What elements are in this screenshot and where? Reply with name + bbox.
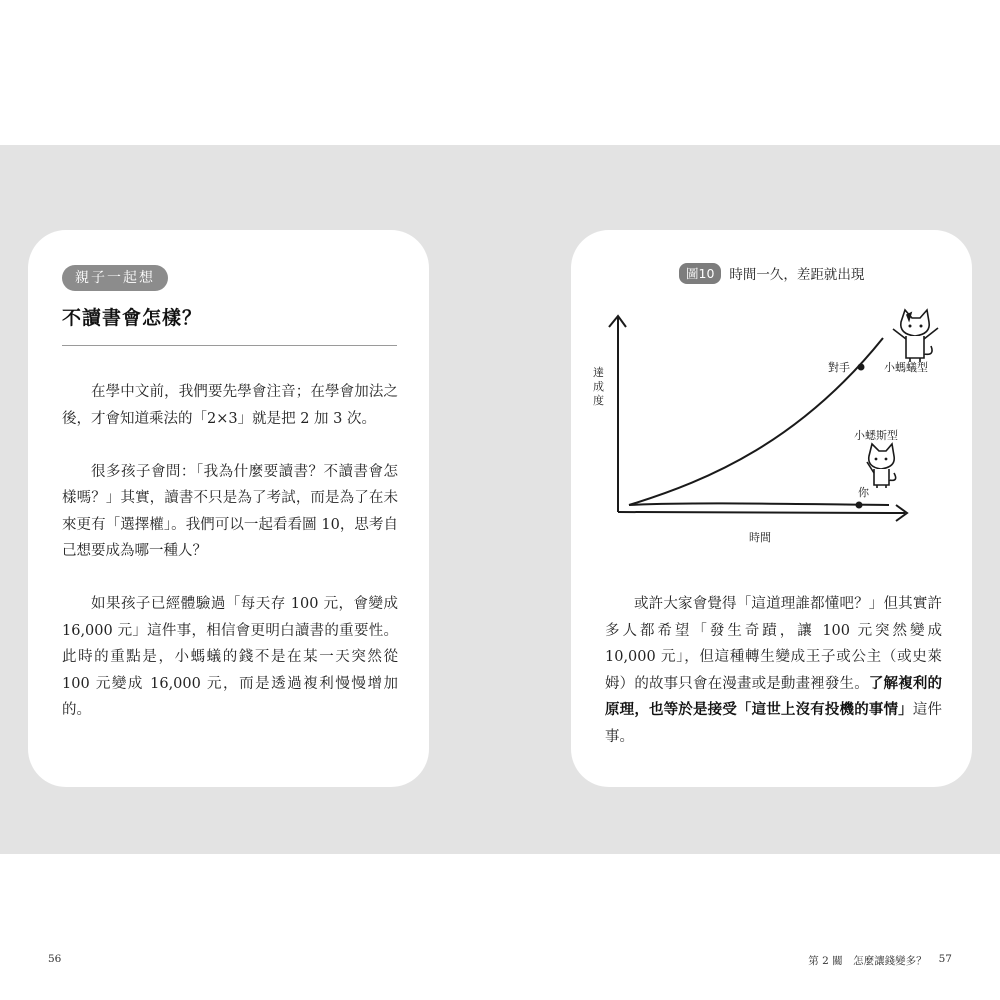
right-paragraph-end: 這件事。 <box>605 702 943 745</box>
right-page-card <box>571 230 972 787</box>
series-name-ant: 小螞蟻型 <box>884 361 928 374</box>
point-rival <box>858 364 865 371</box>
figure-label: 圖10 <box>679 263 721 284</box>
series-line-you <box>629 503 889 505</box>
point-you <box>856 502 863 509</box>
right-paragraph-bold: 了解複利的原理，也等於是接受「這世上沒有投機的事情」 <box>605 674 943 718</box>
page-title: 不讀書會怎樣？ <box>62 307 203 329</box>
cat-illustration-ant <box>893 310 938 362</box>
svg-text:度: 度 <box>593 394 604 407</box>
svg-text:達: 達 <box>593 366 604 379</box>
right-footer <box>808 953 952 968</box>
series-name-cricket: 小蟋斯型 <box>854 429 898 442</box>
point-label-rival: 對手 <box>828 361 850 374</box>
page-number-left: 56 <box>48 953 62 965</box>
paragraph-3: 如果孩子已經體驗過「每天存 100 元，會變成 16,000 元」這件事，相信會更明白讀書的重要性。此時的重點是，小螞蟻的錢不是在某一天突然從 100 元變成 16,000 元，而是透過複利慢慢增加的。 <box>62 596 398 718</box>
book-spread <box>0 145 1000 967</box>
svg-text:成: 成 <box>593 380 604 393</box>
growth-chart <box>571 230 972 560</box>
paragraph-1: 在學中文前，我們要先學會注音；在學會加法之後，才會知道乘法的「2×3」就是把 2 加 3 次。 <box>62 384 398 427</box>
page-number-right: 57 <box>938 953 952 965</box>
point-label-you: 你 <box>858 486 869 499</box>
left-page-card <box>28 230 429 787</box>
title-divider <box>62 345 397 346</box>
right-paragraph-start: 或許大家會覺得「這道理誰都懂吧？」但其實許多人都希望「發生奇蹟，讓 100 元突然變成 10,000 元」，但這種轉生變成王子或公主（或史萊姆）的故事只會在漫畫或是動畫裡發生。 <box>605 596 942 692</box>
y-axis-label <box>593 365 604 407</box>
paragraph-2: 很多孩子會問：「我為什麼要讀書？不讀書會怎樣嗎？」其實，讀書不只是為了考試，而是為了在未來更有「選擇權」。我們可以一起看看圖 10，思考自己想要成為哪一種人？ <box>62 463 398 559</box>
figure-title: 時間一久，差距就出現 <box>729 267 865 283</box>
running-head: 第 2 關 怎麼讓錢變多？ <box>808 955 927 967</box>
left-body-text <box>62 379 398 750</box>
right-body-text <box>605 591 942 750</box>
x-axis-label: 時間 <box>749 531 771 544</box>
cat-illustration-cricket <box>867 444 896 488</box>
x-axis <box>618 512 905 513</box>
section-tag: 親子一起想 <box>62 265 168 291</box>
